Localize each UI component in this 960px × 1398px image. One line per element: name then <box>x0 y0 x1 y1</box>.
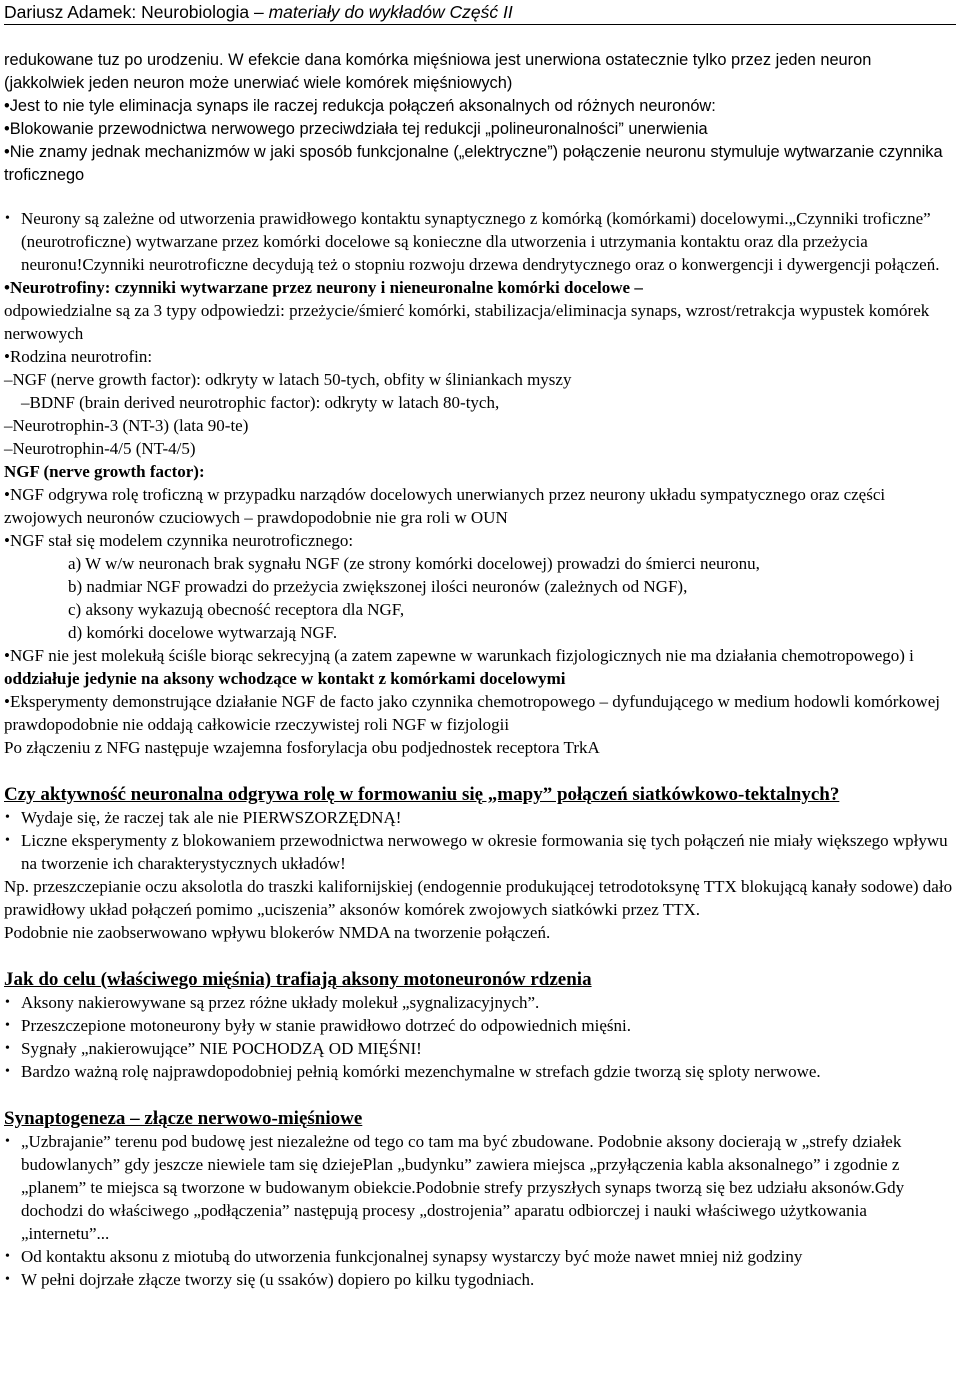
list-item: • Bardzo ważną rolę najprawdopodobniej pełnią komórki mezenchymalne w strefach gdzie tworzą się sploty nerwowe. <box>4 1060 956 1083</box>
neurotrophin-definition-bold: •Neurotrofiny: czynniki wytwarzane przez neurony i nieneuronalne komórki docelowe – <box>4 278 643 297</box>
ngf-list-item: a) W w/w neuronach brak sygnału NGF (ze strony komórki docelowej) prowadzi do śmierci neuronu, <box>68 554 760 573</box>
section-synaptogenesis <box>4 1107 956 1291</box>
section-synaptogenesis-heading: Synaptogeneza – złącze nerwowo-mięśniowe <box>4 1108 363 1129</box>
intro-paragraph-3: •Blokowanie przewodnictwa nerwowego przeciwdziała tej redukcji „polineuronalności” unerwienia <box>4 120 708 138</box>
list-item: • Przeszczepione motoneurony były w stanie prawidłowo dotrzeć do odpowiednich mięśni. <box>4 1014 956 1037</box>
neurotrophin-definition-rest: odpowiedzialne są za 3 typy odpowiedzi: przeżycie/śmierć komórki, stabilizacja/eliminacja synaps, wzrost/retrakcja wypustek komórek nerwowych <box>4 301 930 343</box>
trophic-bullet: • Neurony są zależne od utworzenia prawidłowego kontaktu synaptycznego z komórką (komórkami) docelowymi.„Czynniki troficzne” (neurotroficzne) wytwarzane przez komórki docelowe są konieczne dla utworzenia i utrzymania kontaktu oraz dla przeżycia neuronu!Czynniki neurotroficzne decydują też o stopniu rozwoju drzewa dendrytycznego oraz o konwergencji i dywergencji połączeń. <box>4 207 956 276</box>
neurotrophin-block <box>4 207 956 759</box>
list-item: • Od kontaktu aksonu z miotubą do utworzenia funkcjonalnej synapsy wystarczy być może nawet mniej niż godziny <box>4 1245 956 1268</box>
list-item: • Sygnały „nakierowujące” NIE POCHODZĄ OD MIĘŚNI! <box>4 1037 956 1060</box>
neurotrophin-definition <box>4 276 956 345</box>
running-header <box>4 0 956 25</box>
section-maps-paragraph-2: Podobnie nie zaobserwowano wpływu blokerów NMDA na tworzenie połączeń. <box>4 923 551 942</box>
family-title: •Rodzina neurotrofin: <box>4 347 153 366</box>
trophic-continuation: Czynniki neurotroficzne decydują też o stopniu rozwoju drzewa dendrytycznego oraz o konwergencji i dywergencji połączeń. <box>82 255 940 274</box>
ngf-paragraph-1: •NGF odgrywa rolę troficzną w przypadku narządów docelowych unerwianych przez neurony układu sympatycznego oraz części zwojowych neuronów czuciowych – prawdopodobnie nie gra roli w OUN <box>4 485 886 527</box>
document-page <box>4 0 956 1291</box>
ngf-paragraph-5: Po złączeniu z NFG następuje wzajemna fosforylacja obu podjednostek receptora TrkA <box>4 738 600 757</box>
ngf-paragraph-3: •NGF nie jest molekułą ściśle biorąc sekrecyjną (a zatem zapewne w warunkach fizjologicznych nie ma działania chemotropowego) i oddziałuje jedynie na aksony wchodzące w kontakt z komórkami docelowymi <box>4 646 914 688</box>
ngf-list-item: d) komórki docelowe wytwarzają NGF. <box>68 623 338 642</box>
list-item: • „Uzbrajanie” terenu pod budowę jest niezależne od tego co tam ma być zbudowane. Podobnie aksony docierają w „strefy działek budowlanych” gdy jeszcze niewiele tam się dziejePlan „budynku” zawiera miejsca „przyłączenia kabla aksonalnego” i zgodnie z „planem” te miejsca są tworzone w budowanym obiekcie.Podobnie strefy przyszłych synaps tworzą się bez udziału aksonów.Gdy dochodzi do właściwego „podłączenia” następują procesy „dostrojenia” aparatu odbiorczej i nauki właściwego użytkowania „internetu”... <box>4 1130 956 1245</box>
family-item: –BDNF (brain derived neurotrophic factor): odkryty w latach 80-tych, <box>21 393 500 412</box>
section-maps-heading: Czy aktywność neuronalna odgrywa rolę w formowaniu się „mapy” połączeń siatkówkowo-tektalnych? <box>4 784 840 805</box>
family-item: –Neurotrophin-3 (NT-3) (lata 90-te) <box>4 416 249 435</box>
section-maps <box>4 783 956 944</box>
header-author: Dariusz Adamek: Neurobiologia – <box>4 2 264 22</box>
ngf-list-item: b) nadmiar NGF prowadzi do przeżycia zwiększonej ilości neuronów (zależnych od NGF), <box>68 577 688 596</box>
list-item: • Aksony nakierowywane są przez różne układy molekuł „sygnalizacyjnych”. <box>4 991 956 1014</box>
intro-paragraph-1: redukowane tuz po urodzeniu. W efekcie dana komórka mięśniowa jest unerwiona ostatecznie tylko przez jeden neuron (jakkolwiek jeden neuron może unerwiać wiele komórek mięśniowych) <box>4 51 872 92</box>
ngf-paragraph-2: •NGF stał się modelem czynnika neurotroficznego: <box>4 531 354 550</box>
section-targets <box>4 968 956 1083</box>
header-title: materiały do wykładów Część II <box>268 2 513 22</box>
list-item: • Liczne eksperymenty z blokowaniem przewodnictwa nerwowego w okresie formowania się tych połączeń nie miały większego wpływu na tworzenie ich charakterystycznych układów! <box>4 829 956 875</box>
ngf-list-item: c) aksony wykazują obecność receptora dla NGF, <box>68 600 405 619</box>
ngf-heading: NGF (nerve growth factor): <box>4 462 205 481</box>
ngf-paragraph-3-bold: oddziałuje jedynie na aksony wchodzące w kontakt z komórkami docelowymi <box>4 669 566 688</box>
intro-paragraph-2: •Jest to nie tyle eliminacja synaps ile raczej redukcja połączeń aksonalnych od różnych neuronów: <box>4 97 716 115</box>
section-targets-heading: Jak do celu (właściwego mięśnia) trafiają aksony motoneuronów rdzenia <box>4 969 592 990</box>
section-maps-paragraph-1: Np. przeszczepianie oczu aksolotla do traszki kalifornijskiej (endogennie produkującej tetrodotoksynę TTX blokującą kanały sodowe) dało prawidłowy układ połączeń pomimo „uciszenia” aksonów komórek zwojowych siatkówki przez TTX. <box>4 877 953 919</box>
ngf-paragraph-4: •Eksperymenty demonstrujące działanie NGF de facto jako czynnika chemotropowego – dyfundującego w medium hodowli komórkowej prawdopodobnie nie oddają całkowicie rzeczywistej roli NGF w fizjologii <box>4 692 940 734</box>
intro-paragraph-4: •Nie znamy jednak mechanizmów w jaki sposób funkcjonalne („elektryczne”) połączenie neuronu stymuluje wytwarzanie czynnika troficznego <box>4 143 943 184</box>
intro-block <box>4 49 956 187</box>
list-item: • W pełni dojrzałe złącze tworzy się (u ssaków) dopiero po kilku tygodniach. <box>4 1268 956 1291</box>
list-item: • Wydaje się, że raczej tak ale nie PIERWSZORZĘDNĄ! <box>4 806 956 829</box>
family-item: –Neurotrophin-4/5 (NT-4/5) <box>4 439 196 458</box>
family-item: –NGF (nerve growth factor): odkryty w latach 50-tych, obfity w śliniankach myszy <box>4 370 572 389</box>
